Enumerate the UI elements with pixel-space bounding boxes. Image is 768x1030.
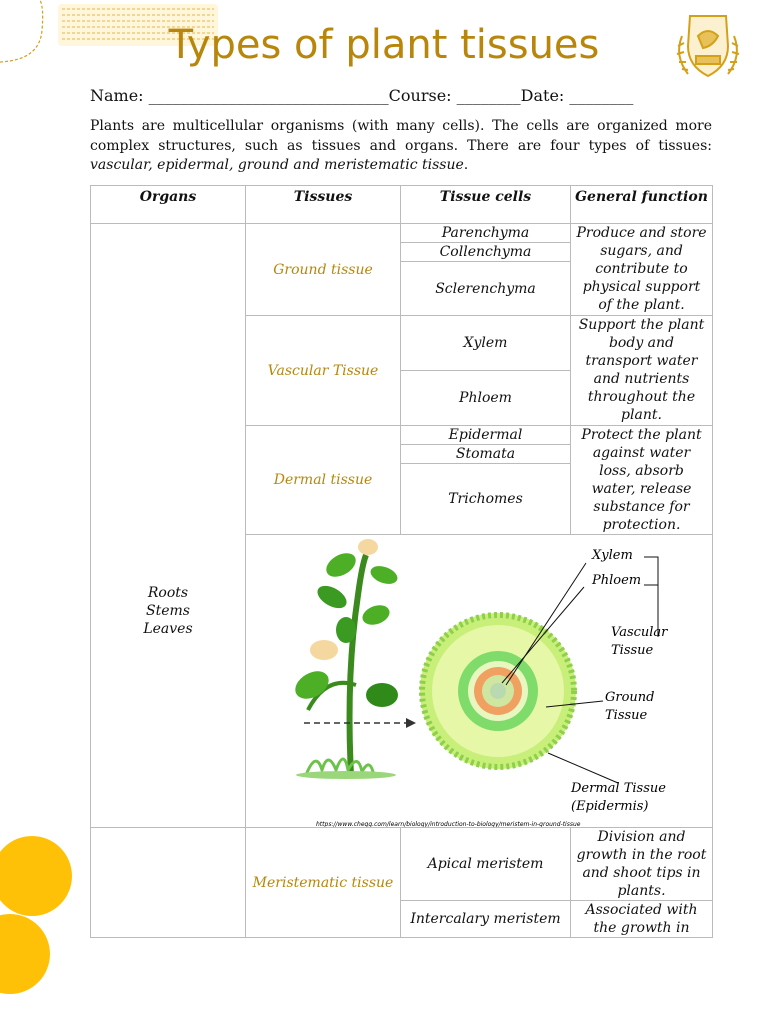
tissue-meristematic: Meristematic tissue [246, 828, 401, 938]
source-url: https://www.chegg.com/learn/biology/introduction-to-biology/meristem-in-ground-tissue [316, 821, 581, 827]
organs-cell-empty [91, 828, 246, 938]
label-xylem: Xylem [592, 548, 633, 563]
svg-text:Tissue: Tissue [605, 708, 648, 723]
function-ground: Produce and store sugars, and contribute to physical support of the plant. [571, 224, 713, 316]
plant-cross-section-diagram [246, 535, 712, 827]
cell-intercalary-meristem: Intercalary meristem [401, 901, 571, 938]
tissue-ground: Ground tissue [246, 224, 401, 316]
cell-stomata: Stomata [401, 445, 571, 464]
label-vascular-tissue: Vascular [611, 625, 668, 640]
cell-parenchyma: Parenchyma [401, 224, 571, 243]
function-intercalary: Associated with the growth in [571, 901, 713, 938]
function-vascular: Support the plant body and transport water and nutrients throughout the plant. [571, 316, 713, 426]
cell-phloem: Phloem [401, 371, 571, 426]
intro-paragraph: Plants are multicellular organisms (with many cells). The cells are organized more complex structures, such as tissues and organs. There are four types of tissues: vascular, epidermal, ground and meristematic tissue. [90, 118, 712, 173]
table-row [91, 828, 713, 901]
header-organs: Organs [91, 186, 246, 224]
diagram-cell [246, 535, 713, 828]
function-apical: Division and growth in the root and shoot tips in plants. [571, 828, 713, 901]
page-title: Types of plant tissues [168, 22, 600, 68]
cell-collenchyma: Collenchyma [401, 243, 571, 262]
cell-xylem: Xylem [401, 316, 571, 371]
header-row [91, 186, 713, 224]
function-dermal: Protect the plant against water loss, absorb water, release substance for protection. [571, 426, 713, 535]
cross-section [420, 613, 576, 769]
cell-trichomes: Trichomes [401, 464, 571, 535]
crest-logo [668, 6, 748, 84]
tissue-dermal: Dermal tissue [246, 426, 401, 535]
cell-apical-meristem: Apical meristem [401, 828, 571, 901]
table-row [91, 224, 713, 243]
decorative-dots [0, 830, 80, 1030]
label-phloem: Phloem [592, 573, 642, 588]
header-tissue-cells: Tissue cells [401, 186, 571, 224]
svg-text:(Epidermis): (Epidermis) [571, 799, 649, 814]
plant-illustration [290, 539, 399, 779]
tissues-table [90, 185, 713, 938]
svg-text:Tissue: Tissue [611, 643, 654, 658]
tissue-vascular: Vascular Tissue [246, 316, 401, 426]
label-dermal-tissue: Dermal Tissue [571, 781, 666, 796]
cell-sclerenchyma: Sclerenchyma [401, 262, 571, 316]
organs-cell: Roots Stems Leaves [91, 224, 246, 828]
name-course-date-line: Name: ______________________________Course: ________Date: ________ [90, 86, 634, 105]
label-ground-tissue: Ground [605, 690, 655, 705]
header-general-function: General function [571, 186, 713, 224]
header-tissues: Tissues [246, 186, 401, 224]
cell-epidermal: Epidermal [401, 426, 571, 445]
